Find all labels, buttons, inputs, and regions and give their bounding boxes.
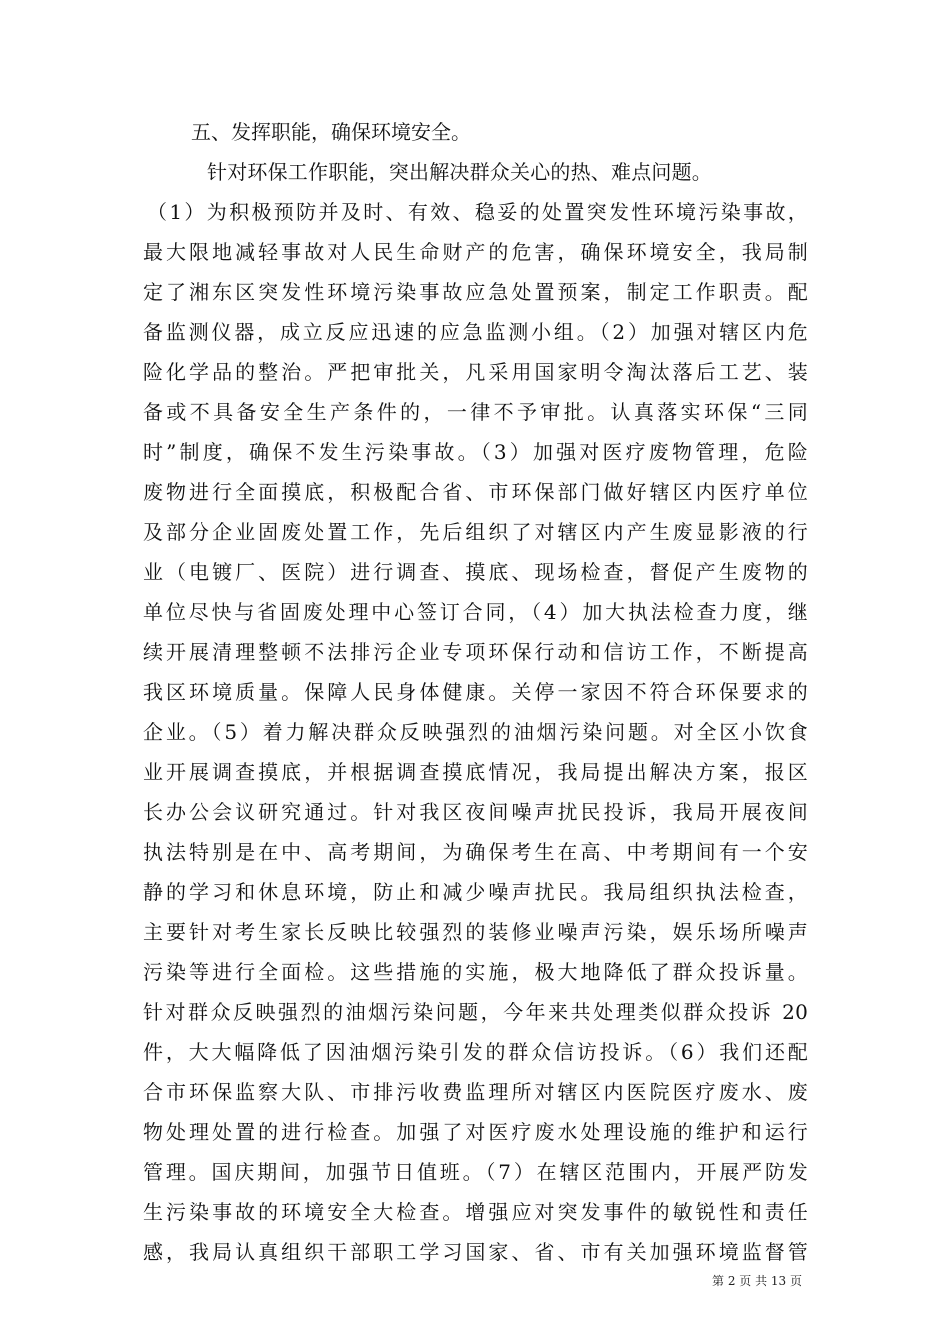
paragraph-line: 我区环境质量。保障人民身体健康。关停一家因不符合环保要求的 bbox=[143, 680, 808, 704]
paragraph-line: 长办公会议研究通过。针对我区夜间噪声扰民投诉，我局开展夜间 bbox=[143, 800, 808, 824]
page-number: 第 2 页 共 13 页 bbox=[712, 1274, 802, 1288]
paragraph-line: 备或不具备安全生产条件的，一律不予审批。认真落实环保“三同 bbox=[143, 400, 808, 424]
paragraph-line: 业（电镀厂、医院）进行调查、摸底、现场检查，督促产生废物的 bbox=[143, 560, 808, 584]
paragraph-line: （1）为积极预防并及时、有效、稳妥的处置突发性环境污染事故， bbox=[147, 200, 808, 224]
paragraph-line: 业开展调查摸底，并根据调查摸底情况，我局提出解决方案，报区 bbox=[143, 760, 808, 784]
paragraph-line: 主要针对考生家长反映比较强烈的装修业噪声污染，娱乐场所噪声 bbox=[143, 920, 808, 944]
section-heading: 五、发挥职能，确保环境安全。 bbox=[191, 120, 471, 144]
paragraph-line: 企业。（5）着力解决群众反映强烈的油烟污染问题。对全区小饮食 bbox=[143, 720, 808, 744]
paragraph-line: 针对环保工作职能，突出解决群众关心的热、难点问题。 bbox=[207, 160, 712, 184]
paragraph-line: 污染等进行全面检。这些措施的实施，极大地降低了群众投诉量。 bbox=[143, 960, 808, 984]
paragraph-line: 件，大大幅降低了因油烟污染引发的群众信访投诉。（6）我们还配 bbox=[143, 1040, 808, 1064]
paragraph-line: 废物进行全面摸底，积极配合省、市环保部门做好辖区内医疗单位 bbox=[143, 480, 808, 504]
paragraph-line: 生污染事故的环境安全大检查。增强应对突发事件的敏锐性和责任 bbox=[143, 1200, 808, 1224]
paragraph-line: 时”制度，确保不发生污染事故。（3）加强对医疗废物管理，危险 bbox=[143, 440, 808, 464]
paragraph-line: 单位尽快与省固废处理中心签订合同，（4）加大执法检查力度，继 bbox=[143, 600, 808, 624]
paragraph-line: 险化学品的整治。严把审批关，凡采用国家明令淘汰落后工艺、装 bbox=[143, 360, 808, 384]
paragraph-line: 合市环保监察大队、市排污收费监理所对辖区内医院医疗废水、废 bbox=[143, 1080, 808, 1104]
paragraph-line: 续开展清理整顿不法排污企业专项环保行动和信访工作，不断提高 bbox=[143, 640, 808, 664]
paragraph-line: 物处理处置的进行检查。加强了对医疗废水处理设施的维护和运行 bbox=[143, 1120, 808, 1144]
paragraph-line: 针对群众反映强烈的油烟污染问题，今年来共处理类似群众投诉 20 bbox=[143, 1000, 808, 1024]
paragraph-line: 感，我局认真组织干部职工学习国家、省、市有关加强环境监督管 bbox=[143, 1240, 808, 1264]
paragraph-line: 最大限地减轻事故对人民生命财产的危害，确保环境安全，我局制 bbox=[143, 240, 808, 264]
paragraph-line: 及部分企业固废处置工作，先后组织了对辖区内产生废显影液的行 bbox=[143, 520, 808, 544]
paragraph-line: 定了湘东区突发性环境污染事故应急处置预案，制定工作职责。配 bbox=[143, 280, 808, 304]
paragraph-line: 备监测仪器，成立反应迅速的应急监测小组。（2）加强对辖区内危 bbox=[143, 320, 808, 344]
paragraph-line: 静的学习和休息环境，防止和减少噪声扰民。我局组织执法检查， bbox=[143, 880, 808, 904]
paragraph-line: 执法特别是在中、高考期间，为确保考生在高、中考期间有一个安 bbox=[143, 840, 808, 864]
paragraph-line: 管理。国庆期间，加强节日值班。（7）在辖区范围内，开展严防发 bbox=[143, 1160, 808, 1184]
